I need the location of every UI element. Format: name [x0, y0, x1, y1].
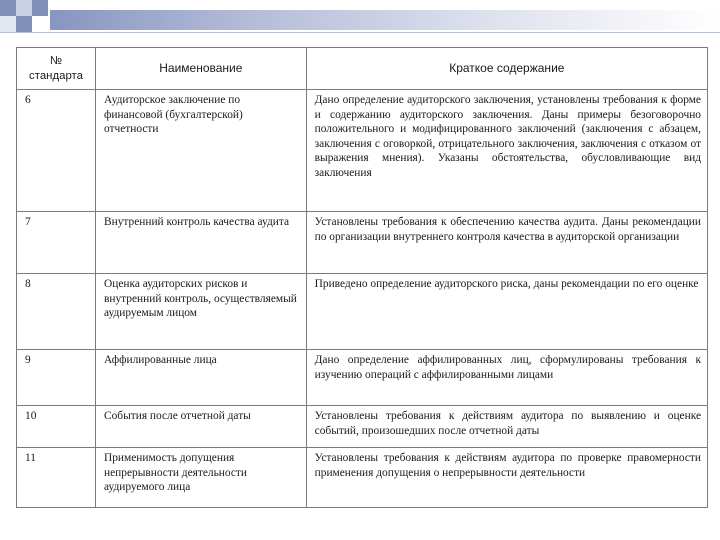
table-row	[17, 212, 708, 274]
header-name: Наименование	[96, 48, 307, 90]
decor-square	[0, 16, 16, 32]
decor-square	[16, 0, 32, 16]
standard-number: 7	[17, 212, 96, 274]
standard-number: 10	[17, 406, 96, 448]
standard-name: Оценка аудиторских рисков и внутренний контроль, осуществляемый аудируемым лицом	[96, 274, 307, 350]
standard-summary: Дано определение аффилированных лиц, сформулированы требования к изучению операций с аффилированными лицами	[306, 350, 707, 406]
standard-name: Аудиторское заключение по финансовой (бухгалтерской) отчетности	[96, 90, 307, 212]
decor-square	[32, 0, 48, 16]
table-row	[17, 350, 708, 406]
table-row	[17, 274, 708, 350]
standard-summary: Установлены требования к действиям аудитора по проверке правомерности применения допущения о непрерывности деятельности	[306, 448, 707, 508]
standard-number: 6	[17, 90, 96, 212]
standard-number: 11	[17, 448, 96, 508]
table-row	[17, 448, 708, 508]
standard-summary: Дано определение аудиторского заключения, установлены требования к форме и содержанию аудиторского заключения. Даны примеры безоговорочно положительного и модифицированного заключений (заключения с абзацем, заключения с оговоркой, отрицательного заключения, заключения с отказом от выражения мнения). Указаны обстоятельства, обусловливающие вид заключения	[306, 90, 707, 212]
header-summary: Краткое содержание	[306, 48, 707, 90]
standard-summary: Приведено определение аудиторского риска, даны рекомендации по его оценке	[306, 274, 707, 350]
standard-summary: Установлены требования к обеспечению качества аудита. Даны рекомендации по организации внутреннего контроля качества в аудиторской организации	[306, 212, 707, 274]
table-header-row	[17, 48, 708, 90]
decor-square	[0, 0, 16, 16]
header-number	[17, 48, 96, 90]
divider-line	[0, 32, 720, 33]
standards-table	[16, 47, 708, 508]
standard-number: 8	[17, 274, 96, 350]
header-number-label: стандарта	[29, 69, 83, 82]
standard-name: Аффилированные лица	[96, 350, 307, 406]
standard-number: 9	[17, 350, 96, 406]
standard-name: Применимость допущения непрерывности деятельности аудируемого лица	[96, 448, 307, 508]
header-number-symbol: №	[49, 55, 63, 67]
table-row	[17, 90, 708, 212]
table-row	[17, 406, 708, 448]
standard-name: Внутренний контроль качества аудита	[96, 212, 307, 274]
decor-square	[16, 16, 32, 32]
standard-name: События после отчетной даты	[96, 406, 307, 448]
standard-summary: Установлены требования к действиям аудитора по выявлению и оценке событий, произошедших после отчетной даты	[306, 406, 707, 448]
title-gradient-bar	[50, 10, 720, 30]
